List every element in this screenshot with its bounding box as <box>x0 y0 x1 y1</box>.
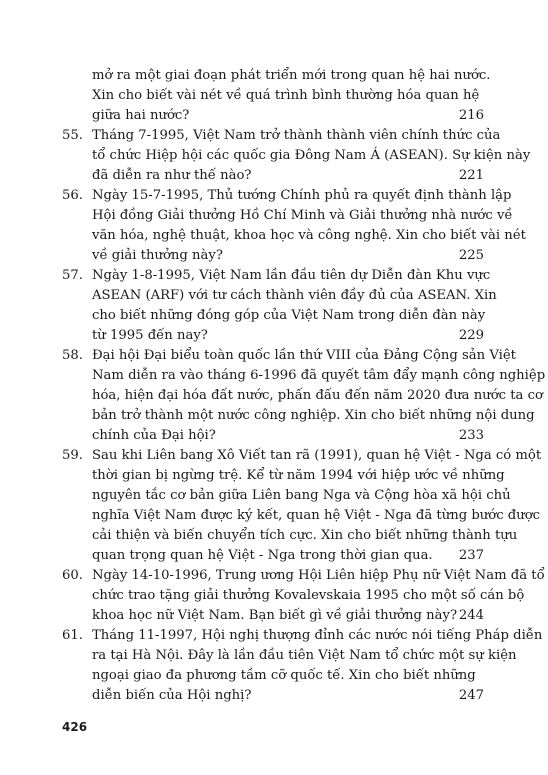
toc-entry-line: chức trao tặng giải thưởng Kovalevskaia 1995 cho một số cán bộ <box>92 588 525 603</box>
toc-entry-line: Ngày 1-8-1995, Việt Nam lần đầu tiên dự Diễn đàn Khu vực <box>92 268 491 283</box>
toc-entry-line: cho biết những đóng góp của Việt Nam trong diễn đàn này <box>92 308 486 323</box>
toc-entry-line: Nam diễn ra vào tháng 6-1996 đã quyết tâm đẩy mạnh công nghiệp <box>92 368 546 383</box>
toc-entry-line: văn hóa, nghệ thuật, khoa học và công nghệ. Xin cho biết vài nét <box>92 228 526 243</box>
toc-entry-line: giữa hai nước? <box>92 108 190 123</box>
toc-entry-line: Tháng 11-1997, Hội nghị thượng đỉnh các nước nói tiếng Pháp diễn <box>92 628 543 643</box>
toc-entry-line: mở ra một giai đoạn phát triển mới trong quan hệ hai nước. <box>92 68 491 83</box>
toc-entry-line: thời gian bị ngừng trệ. Kể từ năm 1994 với hiệp ước về những <box>92 468 505 483</box>
toc-entry-page: 216 <box>458 108 484 123</box>
toc-entry-number: 55. <box>62 128 83 143</box>
toc-entry-line: quan trọng quan hệ Việt - Nga trong thời gian qua. <box>92 548 433 563</box>
toc-entry-line: ra tại Hà Nội. Đây là lần đầu tiên Việt Nam tổ chức một sự kiện <box>92 648 517 663</box>
page-number: 426 <box>62 720 88 734</box>
toc-entry-number: 56. <box>62 188 83 203</box>
toc-entry-line: Ngày 15-7-1995, Thủ tướng Chính phủ ra quyết định thành lập <box>92 188 512 203</box>
toc-entry-line: Hội đồng Giải thưởng Hồ Chí Minh và Giải thưởng nhà nước về <box>92 208 513 223</box>
toc-entry-line: ASEAN (ARF) với tư cách thành viên đầy đủ của ASEAN. Xin <box>92 288 497 303</box>
toc-entry-line: nghĩa Việt Nam được ký kết, quan hệ Việt - Nga đã từng bước được <box>92 508 541 523</box>
toc-entry-line: hóa, hiện đại hóa đất nước, phấn đấu đến năm 2020 đưa nước ta cơ <box>92 388 543 403</box>
toc-entry-page: 221 <box>458 168 484 183</box>
toc-entry-page: 237 <box>458 548 484 563</box>
toc-entry-line: Ngày 14-10-1996, Trung ương Hội Liên hiệp Phụ nữ Việt Nam đã tổ <box>92 568 545 583</box>
toc-entry-line: Đại hội Đại biểu toàn quốc lần thứ VIII của Đảng Cộng sản Việt <box>92 348 516 363</box>
toc-entry-number: 59. <box>62 448 83 463</box>
toc-entry-page: 247 <box>458 688 484 703</box>
toc-entry-line: tổ chức Hiệp hội các quốc gia Đông Nam Á (ASEAN). Sự kiện này <box>92 148 531 163</box>
toc-entry-page: 244 <box>458 608 484 623</box>
toc-entry-line: nguyên tắc cơ bản giữa Liên bang Nga và Cộng hòa xã hội chủ <box>92 488 511 503</box>
toc-entry-number: 58. <box>62 348 83 363</box>
toc-entry-line: diễn biến của Hội nghị? <box>92 688 252 703</box>
toc-entry-line: từ 1995 đến nay? <box>92 328 208 343</box>
toc-entry-line: ngoại giao đa phương tầm cỡ quốc tế. Xin cho biết những <box>92 668 476 683</box>
toc-entry-line: Sau khi Liên bang Xô Viết tan rã (1991), quan hệ Việt - Nga có một <box>92 448 542 463</box>
toc-entry-line: về giải thưởng này? <box>92 248 223 263</box>
toc-entry-line: khoa học nữ Việt Nam. Bạn biết gì về giải thưởng này? <box>92 608 458 623</box>
toc-entry-number: 57. <box>62 268 83 283</box>
toc-entry-page: 233 <box>458 428 484 443</box>
toc-entry-line: Tháng 7-1995, Việt Nam trở thành thành viên chính thức của <box>92 128 501 143</box>
toc-entry-page: 225 <box>458 248 484 263</box>
toc-entry-page: 229 <box>458 328 484 343</box>
toc-entry-line: chính của Đại hội? <box>92 428 216 443</box>
toc-entry-line: bản trở thành một nước công nghiệp. Xin cho biết những nội dung <box>92 408 535 423</box>
toc-entry-number: 61. <box>62 628 83 643</box>
toc-entry-line: cải thiện và biến chuyển tích cực. Xin cho biết những thành tựu <box>92 528 518 543</box>
toc-entry-line: đã diễn ra như thế nào? <box>92 168 252 183</box>
toc-entry-number: 60. <box>62 568 83 583</box>
toc-entry-line: Xin cho biết vài nét về quá trình bình thường hóa quan hệ <box>92 88 480 103</box>
